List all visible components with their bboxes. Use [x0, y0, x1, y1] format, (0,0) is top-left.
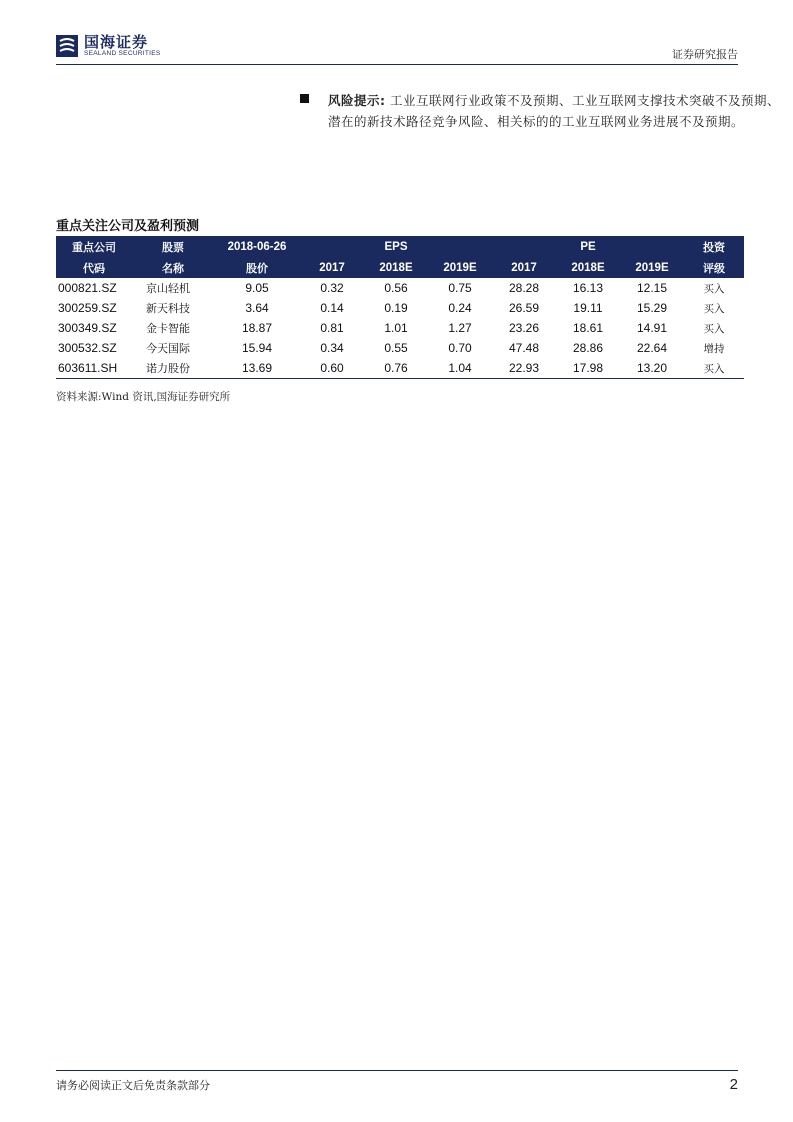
data-source-note: 资料来源:Wind 资讯,国海证券研究所 [56, 391, 231, 403]
header-price: 股价 [246, 261, 268, 275]
cell-pe-2019e: 14.91 [636, 321, 668, 335]
cell-pe-2019e: 12.15 [636, 281, 668, 295]
cell-pe-2018e: 18.61 [572, 321, 604, 335]
header-pe-2019e: 2019E [635, 261, 669, 274]
cell-code: 603611.SH [56, 358, 132, 379]
cell-eps-2018e: 0.19 [384, 301, 408, 315]
cell-pe-2017: 22.93 [492, 358, 556, 379]
header-pe-2017: 2017 [511, 261, 537, 274]
cell-code: 000821.SZ [58, 281, 117, 295]
company-logo [56, 34, 161, 58]
cell-code: 300349.SZ [58, 321, 117, 335]
cell-eps-2019e: 0.70 [448, 341, 472, 355]
cell-rating: 买入 [684, 358, 744, 379]
header-blank [620, 236, 684, 257]
cell-price: 15.94 [241, 341, 273, 355]
cell-name: 诺力股份 [132, 358, 214, 379]
table-row [56, 358, 744, 379]
cell-eps-2018e: 1.01 [384, 321, 408, 335]
cell-price: 18.87 [241, 321, 273, 335]
header-eps-2018e: 2018E [379, 261, 413, 274]
page-number: 2 [729, 1076, 738, 1093]
cell-pe-2018e: 28.86 [572, 341, 604, 355]
cell-price: 9.05 [245, 281, 269, 295]
header-eps-2019e: 2019E [443, 261, 477, 274]
cell-rating: 买入 [703, 322, 725, 335]
cell-pe-2019e: 22.64 [636, 341, 668, 355]
header-code: 重点公司 [72, 240, 116, 254]
table-row [56, 338, 744, 358]
cell-eps-2018e: 0.56 [384, 281, 408, 295]
page-footer [56, 1070, 738, 1093]
header-price-date: 2018-06-26 [227, 240, 287, 253]
cell-eps-2017: 0.60 [300, 358, 364, 379]
cell-pe-2019e: 15.29 [636, 301, 668, 315]
cell-pe-2018e: 17.98 [556, 358, 620, 379]
table-row [56, 278, 744, 298]
logo-chinese-name: 国海证券 [84, 33, 149, 51]
cell-eps-2019e: 0.24 [448, 301, 472, 315]
cell-code: 300532.SZ [58, 341, 117, 355]
cell-eps-2018e: 0.76 [364, 358, 428, 379]
table-row [56, 298, 744, 318]
sealand-logo-icon [56, 35, 78, 57]
header-blank [300, 236, 364, 257]
cell-eps-2018e: 0.55 [384, 341, 408, 355]
header-blank [492, 236, 556, 257]
cell-eps-2017: 0.34 [320, 341, 344, 355]
header-pe: PE [580, 240, 596, 253]
cell-pe-2018e: 19.11 [573, 301, 603, 315]
header-eps-2017: 2017 [319, 261, 345, 274]
risk-warning [300, 90, 780, 132]
table-title: 重点关注公司及盈利预测 [56, 219, 200, 234]
cell-pe-2017: 28.28 [508, 281, 540, 295]
header-pe-2018e: 2018E [571, 261, 605, 274]
cell-eps-2017: 0.14 [320, 301, 344, 315]
table-header-row-1 [56, 236, 744, 257]
table-header-row-2 [56, 257, 744, 278]
header-name-2: 名称 [162, 261, 184, 275]
header-rating-2: 评级 [703, 261, 725, 275]
header-name: 股票 [162, 240, 184, 254]
cell-rating: 买入 [703, 302, 725, 315]
cell-name: 金卡智能 [146, 322, 190, 335]
risk-label: 风险提示: [328, 93, 386, 108]
header-rating: 投资 [703, 240, 725, 254]
cell-name: 京山轻机 [146, 282, 190, 295]
table-row [56, 318, 744, 338]
disclaimer-note: 请务必阅读正文后免责条款部分 [56, 1079, 210, 1092]
risk-body: 工业互联网行业政策不及预期、工业互联网支撑技术突破不及预期、潜在的新技术路径竞争风险、相关标的的工业互联网业务进展不及预期。 [328, 93, 780, 129]
cell-eps-2019e: 0.75 [448, 281, 472, 295]
square-bullet-icon [300, 94, 309, 103]
cell-pe-2017: 26.59 [508, 301, 540, 315]
cell-eps-2019e: 1.27 [448, 321, 472, 335]
header-blank [428, 236, 492, 257]
header-code-2: 代码 [83, 261, 105, 275]
cell-eps-2017: 0.32 [320, 281, 344, 295]
cell-eps-2017: 0.81 [320, 321, 344, 335]
cell-name: 新天科技 [146, 302, 190, 315]
cell-eps-2019e: 1.04 [428, 358, 492, 379]
header-eps: EPS [384, 240, 408, 253]
forecast-table-container [56, 236, 744, 379]
forecast-table [56, 236, 744, 379]
cell-price: 13.69 [214, 358, 300, 379]
cell-pe-2018e: 16.13 [572, 281, 604, 295]
cell-pe-2017: 23.26 [508, 321, 540, 335]
cell-code: 300259.SZ [58, 301, 117, 315]
page-header [56, 34, 738, 65]
cell-pe-2019e: 13.20 [620, 358, 684, 379]
cell-rating: 增持 [703, 342, 725, 355]
cell-price: 3.64 [245, 301, 269, 315]
cell-pe-2017: 47.48 [508, 341, 540, 355]
risk-warning-text [328, 90, 780, 132]
cell-rating: 买入 [703, 282, 725, 295]
cell-name: 今天国际 [146, 342, 190, 355]
logo-english-name: SEALAND SECURITIES [84, 50, 161, 57]
report-type-label: 证券研究报告 [672, 48, 738, 61]
